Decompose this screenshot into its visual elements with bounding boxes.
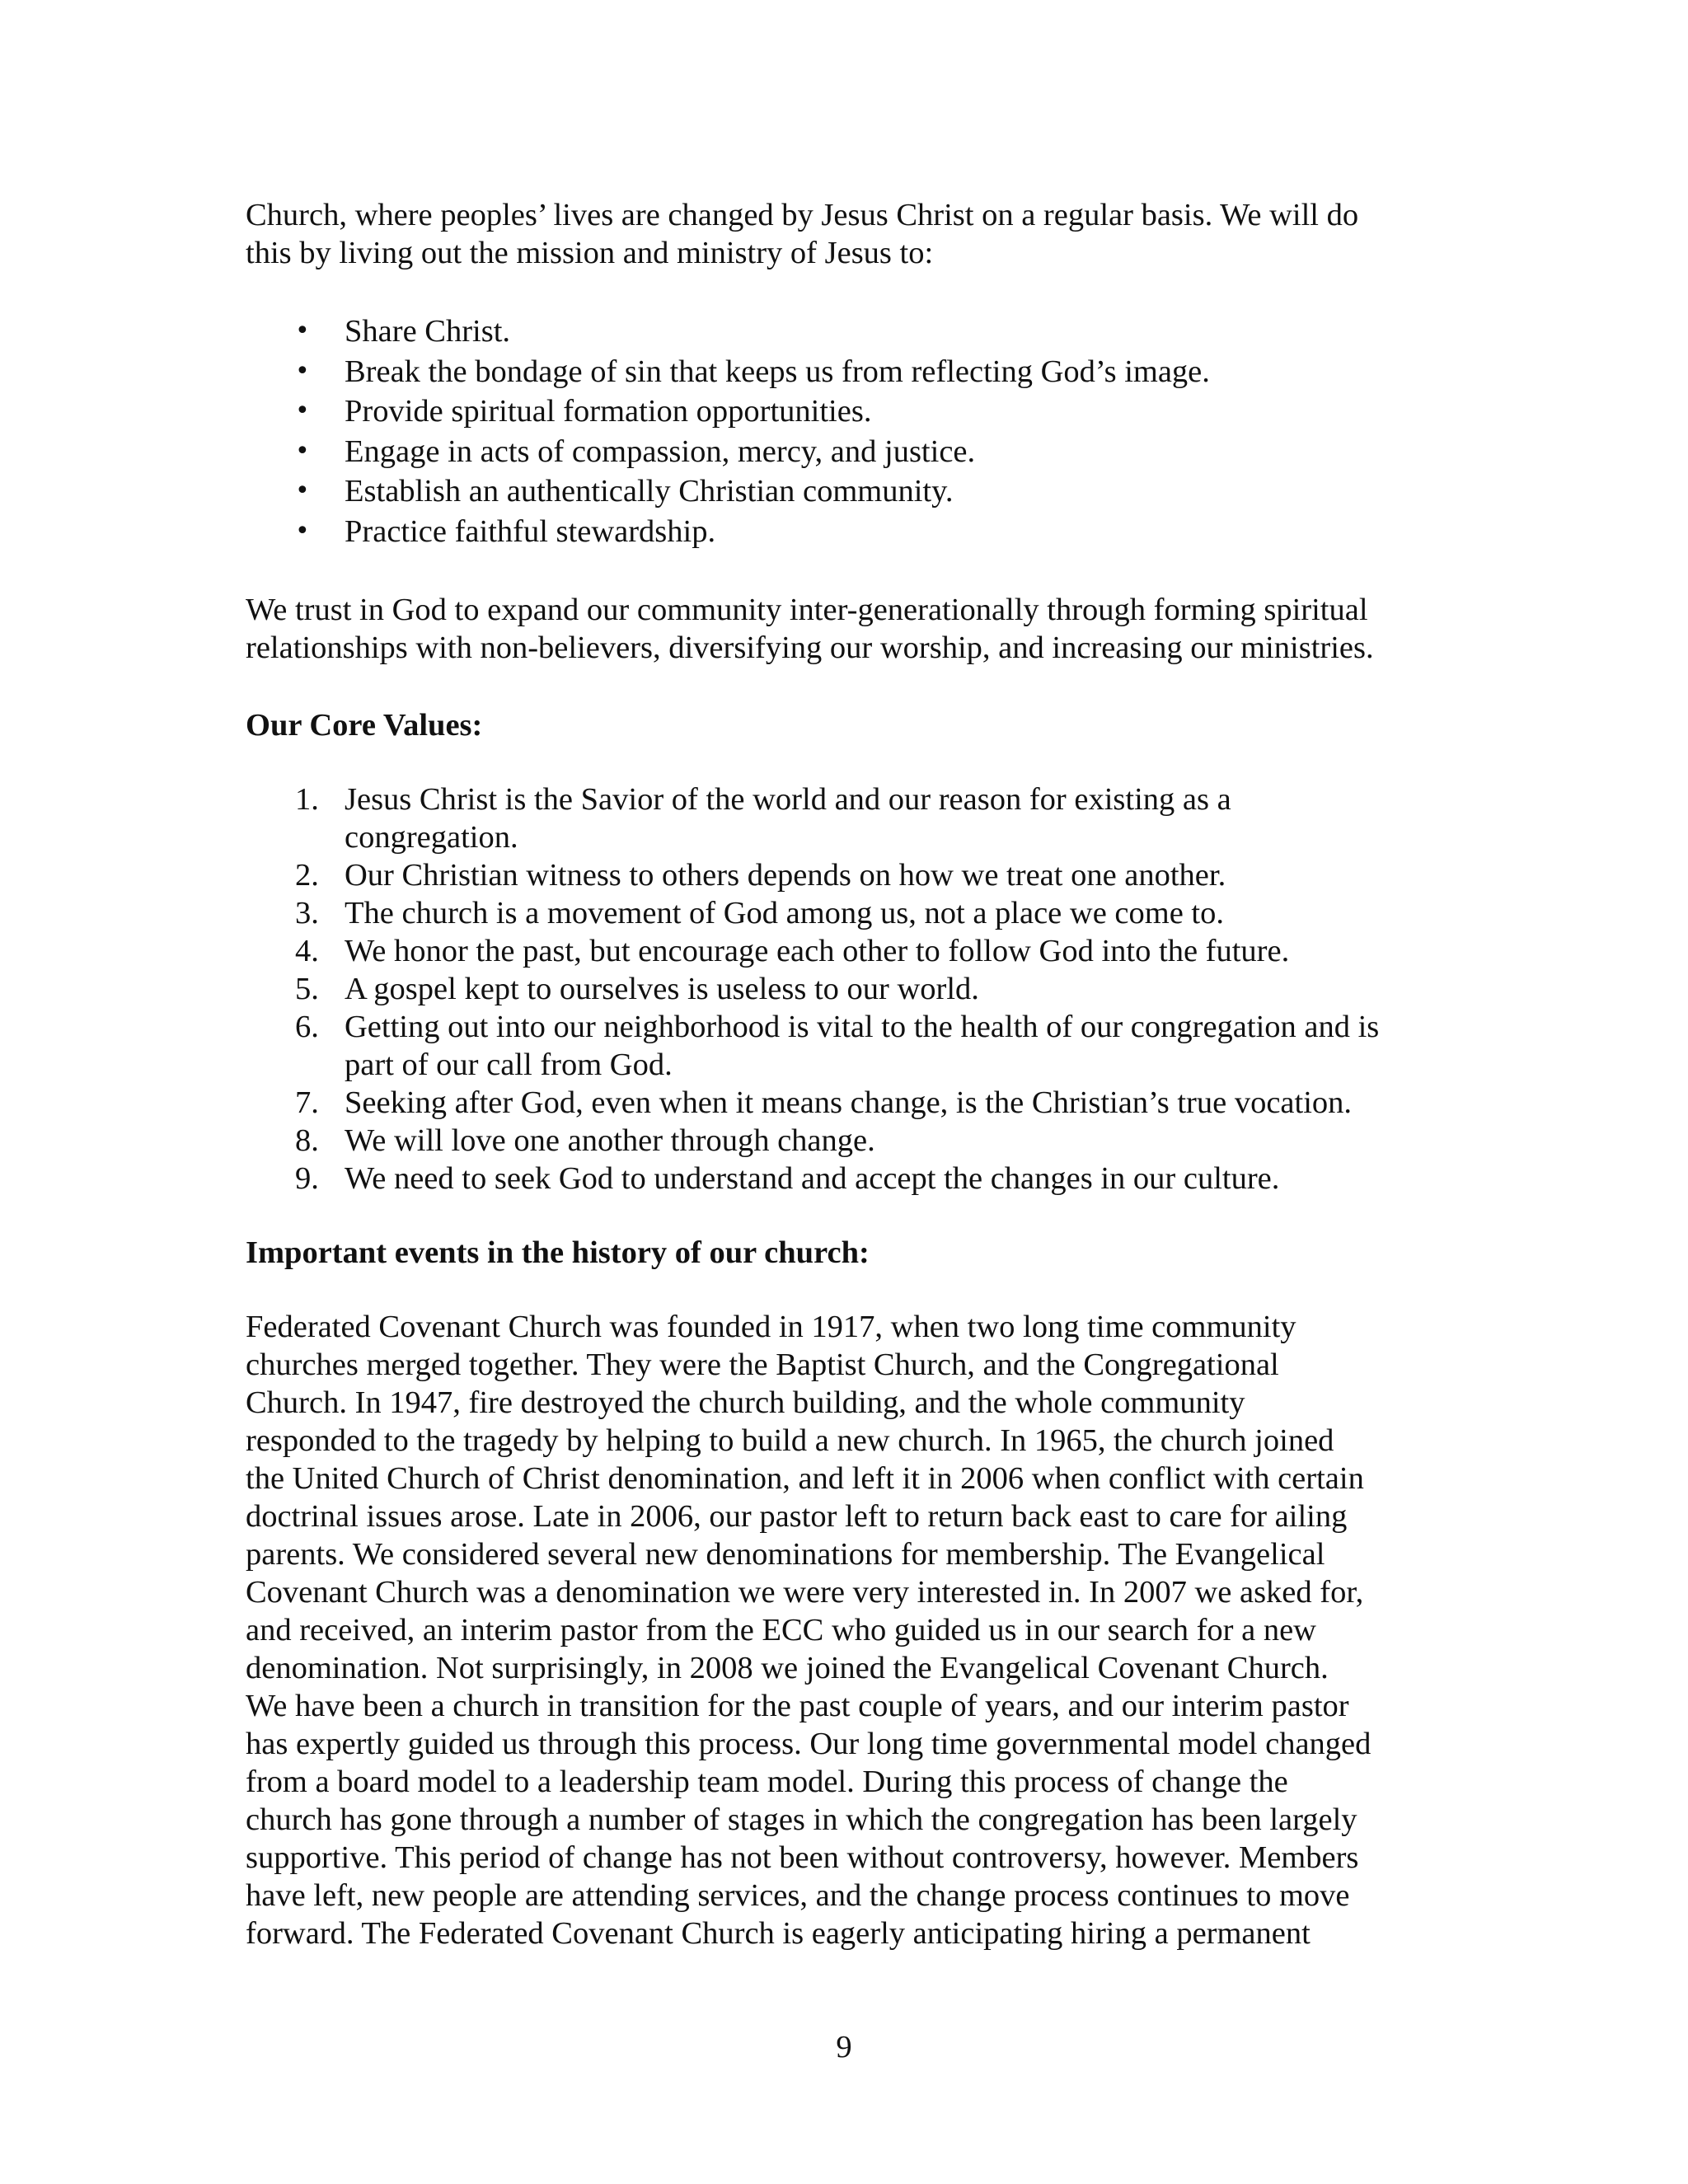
document-page	[246, 196, 1465, 1952]
intro-line-2: this by living out the mission and ministry of Jesus to:	[246, 236, 934, 270]
history-heading: Important events in the history of our church:	[246, 1235, 870, 1270]
bullet-icon: •	[295, 396, 310, 425]
history-paragraph: Federated Covenant Church was founded in 1917, when two long time community churches merged together. They were the Baptist Church, and the Congregational Church. In 1947, fire destroyed the church building, and the whole community responded to the tragedy by helping to build a new church. In 1965, the church joined the United Church of Christ denomination, and left it in 2006 when conflict with certain doctrinal issues arose. Late in 2006, our pastor left to return back east to care for ailing parents. We considered several new denominations for membership. The Evangelical Covenant Church was a denomination we were very interested in. In 2007 we asked for, and received, an interim pastor from the ECC who guided us in our search for a new denomination. Not surprisingly, in 2008 we joined the Evangelical Covenant Church. We have been a church in transition for the past couple of years, and our interim pastor has expertly guided us through this process. Our long time governmental model changed from a board model to a leadership team model. During this process of change the church has gone through a number of stages in which the congregation has been largely supportive. This period of change has not been without controversy, however. Members have left, new people are attending services, and the change process continues to move forward. The Federated Covenant Church is eagerly anticipating hiring a permanent	[246, 1310, 1372, 1951]
list-item: • Provide spiritual formation opportunities.	[345, 391, 1465, 432]
list-number: 2.	[295, 858, 319, 893]
list-item: 4. We honor the past, but encourage each other to follow God into the future.	[295, 934, 1290, 968]
list-number: 3.	[295, 896, 319, 930]
list-number: 8.	[295, 1123, 319, 1158]
list-item: 2. Our Christian witness to others depends on how we treat one another.	[295, 858, 1226, 893]
list-number: 5.	[295, 972, 319, 1006]
bullet-icon: •	[295, 516, 310, 546]
list-number: 6.	[295, 1010, 319, 1044]
bullet-icon: •	[295, 356, 310, 386]
bullet-icon: •	[295, 436, 310, 466]
core-values-heading: Our Core Values:	[246, 708, 483, 743]
list-item: 3. The church is a movement of God among us, not a place we come to.	[295, 896, 1224, 930]
list-item: • Break the bondage of sin that keeps us from reflecting God’s image.	[345, 352, 1465, 392]
trust-line-2: relationships with non-believers, diversifying our worship, and increasing our ministries.	[246, 630, 1374, 665]
bullet-icon: •	[295, 476, 310, 505]
list-item: 6. Getting out into our neighborhood is vital to the health of our congregation and is part of our call from God.	[295, 1010, 1380, 1082]
intro-paragraph	[246, 196, 1465, 272]
trust-line-1: We trust in God to expand our community inter-generationally through forming spiritual	[246, 593, 1368, 627]
list-item: • Establish an authentically Christian community.	[345, 471, 1465, 512]
list-item: 5. A gospel kept to ourselves is useless to our world.	[295, 972, 979, 1006]
page-number: 9	[836, 2030, 852, 2064]
core-values-list	[246, 780, 1465, 1197]
list-item: • Practice faithful stewardship.	[345, 512, 1465, 552]
list-number: 1.	[295, 782, 319, 817]
list-number: 7.	[295, 1085, 319, 1120]
list-item: 8. We will love one another through change.	[295, 1123, 875, 1158]
bullet-icon: •	[295, 316, 310, 345]
list-number: 9.	[295, 1161, 319, 1196]
list-item: 7. Seeking after God, even when it means change, is the Christian’s true vocation.	[295, 1085, 1353, 1120]
list-item: • Engage in acts of compassion, mercy, and justice.	[345, 432, 1465, 472]
list-item: 9. We need to seek God to understand and accept the changes in our culture.	[295, 1161, 1280, 1196]
intro-line-1: Church, where peoples’ lives are changed by Jesus Christ on a regular basis. We will do	[246, 198, 1359, 232]
list-item: • Share Christ.	[345, 312, 1465, 352]
list-number: 4.	[295, 934, 319, 968]
trust-paragraph	[246, 591, 1465, 667]
mission-bullet-list	[246, 312, 1465, 551]
list-item: 1. Jesus Christ is the Savior of the world and our reason for existing as a congregation.	[295, 782, 1231, 855]
